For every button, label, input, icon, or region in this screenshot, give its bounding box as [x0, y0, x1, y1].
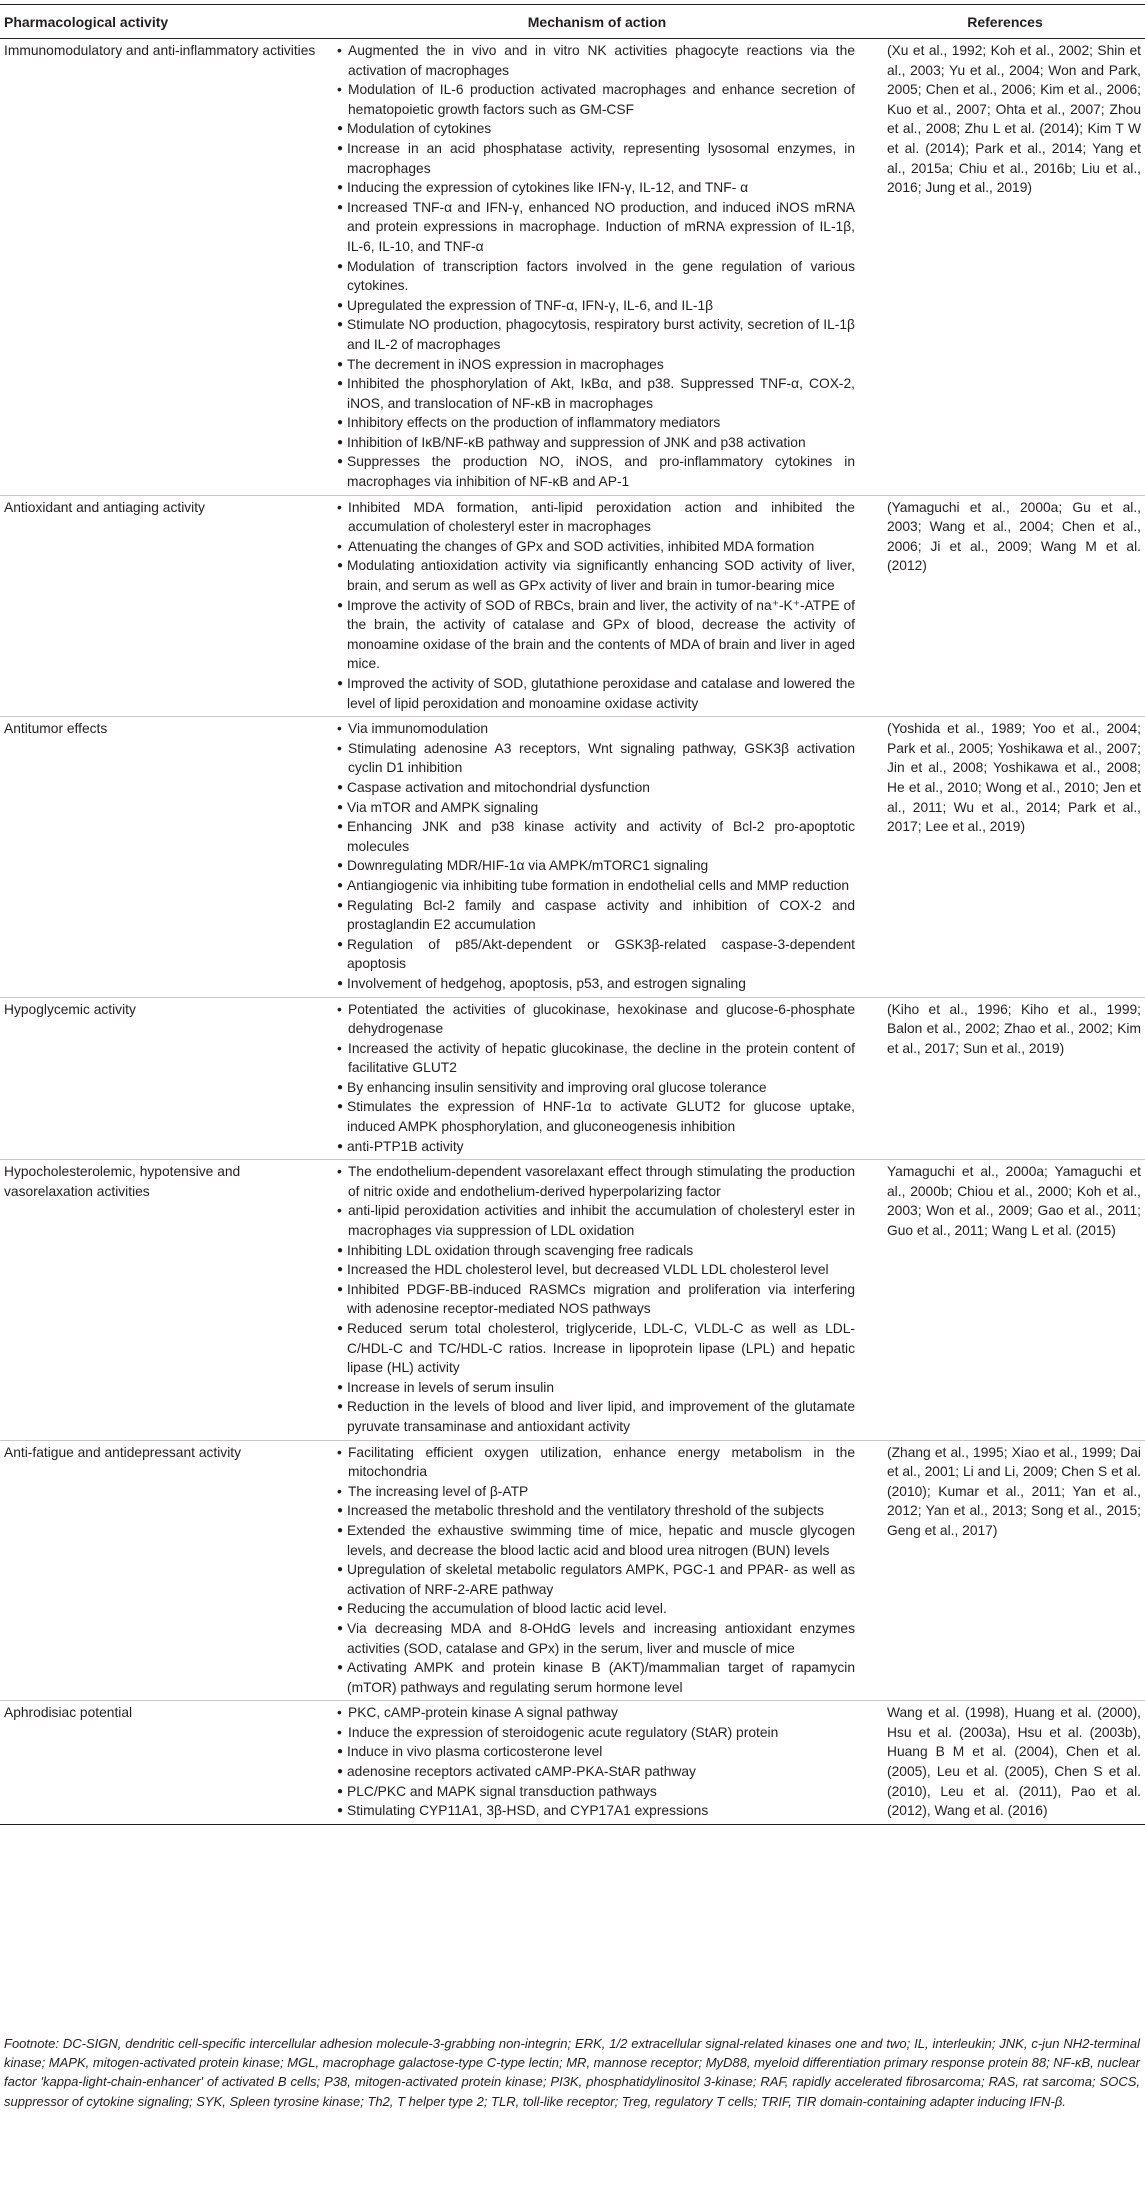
mechanism-item: ● Increased the metabolic threshold and the ventilatory threshold of the subjects — [335, 1501, 855, 1521]
references-cell: (Zhang et al., 1995; Xiao et al., 1999; Dai et al., 2001; Li and Li, 2009; Chen S et al. (2010); Kumar et al., 2011; Yan et al., 2012; Yan et al., 2013; Song et al., 2015; Geng et al., 2017) — [865, 1440, 1145, 1701]
mechanism-item: ● The decrement in iNOS expression in macrophages — [335, 355, 855, 375]
mechanism-item: ● Stimulate NO production, phagocytosis, respiratory burst activity, secretion of IL-1β and IL-2 of macrophages — [335, 315, 855, 354]
mechanism-item: ● Reduction in the levels of blood and liver lipid, and improvement of the glutamate pyruvate transaminase and antioxidant activity — [335, 1397, 855, 1436]
mechanism-item: ● Inhibitory effects on the production of inflammatory mediators — [335, 413, 855, 433]
activity-cell: Hypocholesterolemic, hypotensive and vasorelaxation activities — [0, 1160, 329, 1440]
mechanism-item: ● Enhancing JNK and p38 kinase activity and activity of Bcl-2 pro-apoptotic molecules — [335, 817, 855, 856]
mechanism-item: ● Improved the activity of SOD, glutathione peroxidase and catalase and lowered the level of lipid peroxidation and monoamine oxidase activity — [335, 674, 855, 713]
mechanism-item: ● anti-PTP1B activity — [335, 1137, 855, 1157]
header-references: References — [865, 5, 1145, 39]
mechanism-item: ● Increase in an acid phosphatase activity, representing lysosomal enzymes, in macrophages — [335, 139, 855, 178]
header-activity: Pharmacological activity — [0, 5, 329, 39]
mechanism-item: • Inhibited MDA formation, anti-lipid peroxidation action and inhibited the accumulation of cholesteryl ester in macrophages — [335, 498, 855, 537]
mechanism-item: ● Antiangiogenic via inhibiting tube formation in endothelial cells and MMP reduction — [335, 876, 855, 896]
mechanism-item: • Augmented the in vivo and in vitro NK activities phagocyte reactions via the activation of macrophages — [335, 41, 855, 80]
mechanism-list — [335, 1703, 855, 1821]
mechanism-item: • Facilitating efficient oxygen utilization, enhance energy metabolism in the mitochondria — [335, 1443, 855, 1482]
pharmacology-table-wrapper — [0, 4, 1145, 1825]
references-cell: (Yoshida et al., 1989; Yoo et al., 2004; Park et al., 2005; Yoshikawa et al., 2007; Jin et al., 2008; Yoshikawa et al., 2008; He et al., 2010; Wong et al., 2010; Jen et al., 2011; Wu et al., 2014; Park et al., 2017; Lee et al., 2019) — [865, 717, 1145, 997]
mechanism-cell — [329, 717, 865, 997]
mechanism-item: • anti-lipid peroxidation activities and inhibit the accumulation of cholesteryl ester in macrophages via suppression of LDL oxidation — [335, 1201, 855, 1240]
mechanism-list — [335, 1162, 855, 1436]
activity-cell: Anti-fatigue and antidepressant activity — [0, 1440, 329, 1701]
table-row — [0, 717, 1145, 997]
mechanism-item: ● Extended the exhaustive swimming time of mice, hepatic and muscle glycogen levels, and decrease the blood lactic acid and blood urea nitrogen (BUN) levels — [335, 1521, 855, 1560]
mechanism-item: ● Activating AMPK and protein kinase B (AKT)/mammalian target of rapamycin (mTOR) pathways and regulating serum hormone level — [335, 1658, 855, 1697]
mechanism-cell — [329, 1440, 865, 1701]
references-cell: (Kiho et al., 1996; Kiho et al., 1999; Balon et al., 2002; Zhao et al., 2002; Kim et al., 2017; Sun et al., 2019) — [865, 997, 1145, 1160]
mechanism-item: • The increasing level of β-ATP — [335, 1482, 855, 1502]
mechanism-item: ● Inhibited the phosphorylation of Akt, IκBα, and p38. Suppressed TNF-α, COX-2, iNOS, and translocation of NF-κB in macrophages — [335, 374, 855, 413]
mechanism-cell — [329, 1701, 865, 1825]
table-row — [0, 1160, 1145, 1440]
mechanism-item: • Potentiated the activities of glucokinase, hexokinase and glucose-6-phosphate dehydrogenase — [335, 1000, 855, 1039]
table-header — [0, 5, 1145, 39]
mechanism-list — [335, 498, 855, 714]
mechanism-cell — [329, 39, 865, 496]
activity-cell: Hypoglycemic activity — [0, 997, 329, 1160]
mechanism-item: • PKC, cAMP-protein kinase A signal pathway — [335, 1703, 855, 1723]
activity-cell: Antioxidant and antiaging activity — [0, 495, 329, 717]
mechanism-item: ● Modulation of cytokines — [335, 119, 855, 139]
mechanism-item: ● Stimulates the expression of HNF-1α to activate GLUT2 for glucose uptake, induced AMPK phosphorylation, and gluconeogenesis inhibition — [335, 1097, 855, 1136]
references-cell: Wang et al. (1998), Huang et al. (2000), Hsu et al. (2003a), Hsu et al. (2003b), Huang B M et al. (2004), Chen et al. (2005), Leu et al. (2005), Chen S et al. (2010), Leu et al. (2011), Pao et al. (2012), Wang et al. (2016) — [865, 1701, 1145, 1825]
mechanism-item: • Induce the expression of steroidogenic acute regulatory (StAR) protein — [335, 1723, 855, 1743]
pharmacology-table — [0, 4, 1145, 1825]
mechanism-list — [335, 1443, 855, 1698]
activity-cell: Antitumor effects — [0, 717, 329, 997]
mechanism-list — [335, 719, 855, 993]
references-cell: Yamaguchi et al., 2000a; Yamaguchi et al., 2000b; Chiou et al., 2000; Koh et al., 2003; Won et al., 2009; Gao et al., 2011; Guo et al., 2011; Wang L et al. (2015) — [865, 1160, 1145, 1440]
mechanism-item: ● Stimulating CYP11A1, 3β-HSD, and CYP17A1 expressions — [335, 1801, 855, 1821]
mechanism-item: • Attenuating the changes of GPx and SOD activities, inhibited MDA formation — [335, 537, 855, 557]
mechanism-item: ● Inhibition of IκB/NF-κB pathway and suppression of JNK and p38 activation — [335, 433, 855, 453]
table-row — [0, 1701, 1145, 1825]
mechanism-item: ● Regulation of p85/Akt-dependent or GSK3β-related caspase-3-dependent apoptosis — [335, 935, 855, 974]
mechanism-item: • The endothelium-dependent vasorelaxant effect through stimulating the production of nitric oxide and endothelium-derived hyperpolarizing factor — [335, 1162, 855, 1201]
mechanism-list — [335, 41, 855, 492]
table-footnote: Footnote: DC-SIGN, dendritic cell-specific intercellular adhesion molecule-3-grabbing non-integrin; ERK, 1/2 extracellular signal-related kinases one and two; IL, interleukin; JNK, c-jun NH2-terminal kinase; MAPK, mitogen-activated protein kinase; MGL, macrophage galactose-type C-type lectin; MR, mannose receptor; MyD88, myeloid differentiation primary response protein 88; NF-κB, nuclear factor 'kappa-light-chain-enhancer' of activated B cells; P38, mitogen-activated protein kinase; PI3K, phosphatidylinositol 3-kinase; RAF, rapidly accelerated fibrosarcoma; RAS, rat sarcoma; SOCS, suppressor of cytokine signaling; SYK, Spleen tyrosine kinase; Th2, T helper type 2; TLR, toll-like receptor; Treg, regulatory T cells; TRIF, TIR domain-containing adapter inducing IFN-β. — [4, 2036, 1140, 2109]
activity-cell: Aphrodisiac potential — [0, 1701, 329, 1825]
table-row — [0, 495, 1145, 717]
mechanism-item: ● Via decreasing MDA and 8-OHdG levels and increasing antioxidant enzymes activities (SOD, catalase and GPx) in the serum, liver and muscle of mice — [335, 1619, 855, 1658]
references-cell: (Xu et al., 1992; Koh et al., 2002; Shin et al., 2003; Yu et al., 2004; Won and Park, 2005; Chen et al., 2006; Kim et al., 2006; Kuo et al., 2007; Ohta et al., 2007; Zhou et al., 2008; Zhu L et al. (2014); Kim T W et al. (2014); Park et al., 2014; Yang et al., 2015a; Chiu et al., 2016b; Liu et al., 2016; Jung et al., 2019) — [865, 39, 1145, 496]
mechanism-item: • Stimulating adenosine A3 receptors, Wnt signaling pathway, GSK3β activation cyclin D1 inhibition — [335, 739, 855, 778]
table-body — [0, 39, 1145, 1825]
mechanism-item: ● Modulation of transcription factors involved in the gene regulation of various cytokines. — [335, 257, 855, 296]
mechanism-item: ● Reduced serum total cholesterol, triglyceride, LDL-C, VLDL-C as well as LDL-C/HDL-C and TC/HDL-C ratios. Increase in lipoprotein lipase (LPL) and hepatic lipase (HL) activity — [335, 1319, 855, 1378]
mechanism-item: ● Reducing the accumulation of blood lactic acid level. — [335, 1599, 855, 1619]
mechanism-item: ● Involvement of hedgehog, apoptosis, p53, and estrogen signaling — [335, 974, 855, 994]
mechanism-item: ● Suppresses the production NO, iNOS, and pro-inflammatory cytokines in macrophages via inhibition of NF-κB and AP-1 — [335, 452, 855, 491]
mechanism-item: ● Improve the activity of SOD of RBCs, brain and liver, the activity of na⁺-K⁺-ATPE of the brain, the activity of catalase and GPx of blood, decrease the activity of monoamine oxidase of the brain and the contents of MDA of brain and liver in aged mice. — [335, 596, 855, 674]
table-row — [0, 997, 1145, 1160]
mechanism-item: ● Increased the HDL cholesterol level, but decreased VLDL LDL cholesterol level — [335, 1260, 855, 1280]
mechanism-item: ● adenosine receptors activated cAMP-PKA-StAR pathway — [335, 1762, 855, 1782]
mechanism-item: ● Induce in vivo plasma corticosterone level — [335, 1742, 855, 1762]
activity-cell: Immunomodulatory and anti-inflammatory activities — [0, 39, 329, 496]
mechanism-item: ● Increase in levels of serum insulin — [335, 1378, 855, 1398]
mechanism-item: ● By enhancing insulin sensitivity and improving oral glucose tolerance — [335, 1078, 855, 1098]
mechanism-item: • Via immunomodulation — [335, 719, 855, 739]
mechanism-item: ● Inhibiting LDL oxidation through scavenging free radicals — [335, 1241, 855, 1261]
mechanism-list — [335, 1000, 855, 1157]
mechanism-item: ● PLC/PKC and MAPK signal transduction pathways — [335, 1782, 855, 1802]
table-row — [0, 1440, 1145, 1701]
mechanism-item: ● Upregulated the expression of TNF-α, IFN-γ, IL-6, and IL-1β — [335, 296, 855, 316]
mechanism-item: ● Caspase activation and mitochondrial dysfunction — [335, 778, 855, 798]
mechanism-cell — [329, 997, 865, 1160]
table-row — [0, 39, 1145, 496]
mechanism-item: ● Regulating Bcl-2 family and caspase activity and inhibition of COX-2 and prostaglandin E2 accumulation — [335, 896, 855, 935]
mechanism-item: ● Inducing the expression of cytokines like IFN-γ, IL-12, and TNF- α — [335, 178, 855, 198]
mechanism-item: • Increased the activity of hepatic glucokinase, the decline in the protein content of facilitative GLUT2 — [335, 1039, 855, 1078]
mechanism-item: • Modulation of IL-6 production activated macrophages and enhance secretion of hematopoietic growth factors such as GM-CSF — [335, 80, 855, 119]
mechanism-item: ● Downregulating MDR/HIF-1α via AMPK/mTORC1 signaling — [335, 856, 855, 876]
references-cell: (Yamaguchi et al., 2000a; Gu et al., 2003; Wang et al., 2004; Chen et al., 2006; Ji et al., 2009; Wang M et al. (2012) — [865, 495, 1145, 717]
mechanism-item: ● Modulating antioxidation activity via significantly enhancing SOD activity of liver, brain, and serum as well as GPx activity of liver and brain in tumor-bearing mice — [335, 556, 855, 595]
mechanism-cell — [329, 495, 865, 717]
mechanism-item: ● Inhibited PDGF-BB-induced RASMCs migration and proliferation via interfering with adenosine receptor-mediated NOS pathways — [335, 1280, 855, 1319]
mechanism-item: ● Increased TNF-α and IFN-γ, enhanced NO production, and induced iNOS mRNA and protein expressions in macrophage. Induction of mRNA expression of IL-1β, IL-6, IL-10, and TNF-α — [335, 198, 855, 257]
header-mechanism: Mechanism of action — [329, 5, 865, 39]
mechanism-item: ● Via mTOR and AMPK signaling — [335, 798, 855, 818]
mechanism-item: ● Upregulation of skeletal metabolic regulators AMPK, PGC-1 and PPAR- as well as activation of NRF-2-ARE pathway — [335, 1560, 855, 1599]
mechanism-cell — [329, 1160, 865, 1440]
header-row — [0, 5, 1145, 39]
